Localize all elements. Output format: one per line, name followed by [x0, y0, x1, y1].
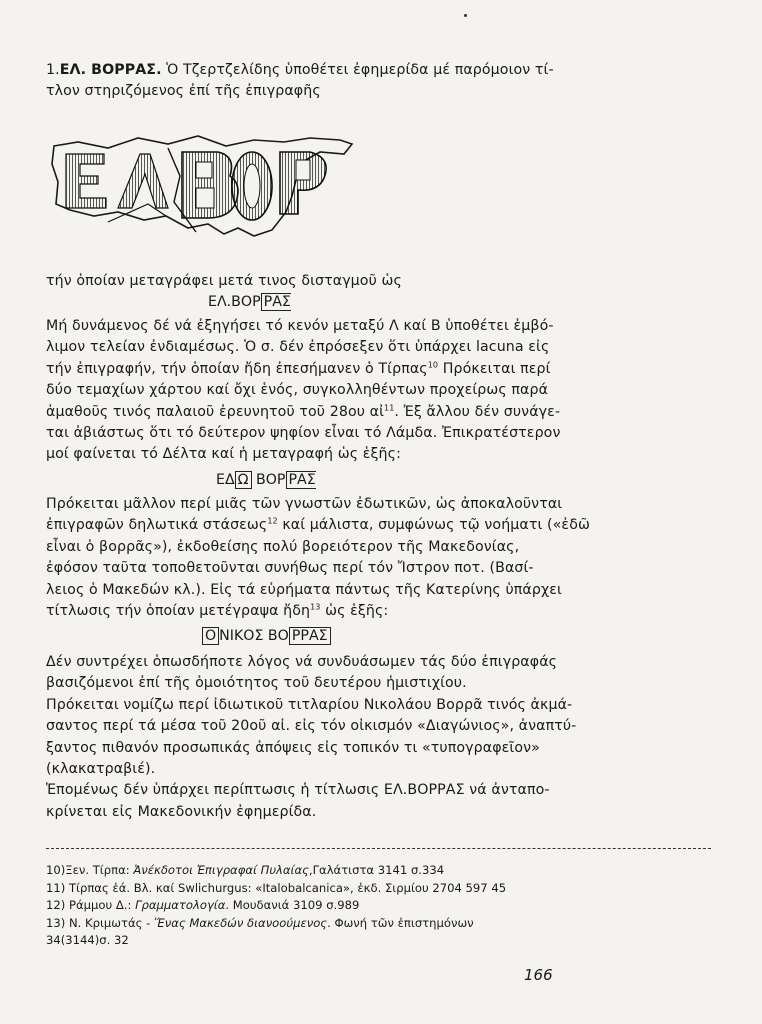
entry-heading: ΕΛ. ΒΟΡΡΑΣ. — [59, 62, 162, 78]
reading-1 — [208, 294, 291, 310]
reading-2-part4: ΡΑΣ — [286, 471, 316, 489]
interpretation-line: εἶναι ὁ βορρᾶς»), ἐκδοθείσης πολύ βορειότερον τῆς Μακεδονίας, — [46, 538, 520, 555]
conclusion-paragraph — [46, 652, 711, 823]
interpretation-line-tail: ὡς ἑξῆς: — [320, 603, 389, 620]
inscription-image — [48, 132, 358, 238]
interpretation-line: ἐφόσον ταῦτα τοποθετοῦνται συνήθως περί τόν Ἴστρον ποτ. (Βασί- — [46, 560, 534, 577]
analysis-line: Μή δυνάμενος δέ νά ἐξηγήσει τό κενόν μεταξύ Λ καί Β ὑποθέτει ἐμβό- — [46, 318, 554, 334]
conclusion-line: Πρόκειται νομίζω περί ἰδιωτικοῦ τιτλαρίου Νικολάου Βορρᾶ τινός ἀκμά- — [46, 696, 573, 713]
analysis-line: ἀμαθοῦς τινός παλαιοῦ ἐρευνητοῦ τοῦ 28ου αἰ — [46, 403, 385, 420]
reading-1-part1: ΕΛ.ΒΟΡ — [208, 294, 261, 310]
conclusion-line: βασιζόμενοι ἐπί τῆς ὁμοιότητος τοῦ δευτέρου ἡμιστιχίου. — [46, 675, 467, 692]
reading-3 — [202, 628, 331, 644]
interpretation-line: τίτλωσις τήν ὁποίαν μετέγραψα ἤδη — [46, 603, 311, 620]
reading-2 — [216, 472, 316, 488]
footnote-12: 12) Ράμμου Δ.: Γραμματολογία. Μουδανιά 3109 σ.989 — [46, 898, 360, 913]
interpretation-line: Πρόκειται μᾶλλον περί μιᾶς τῶν γνωστῶν ἐδωτικῶν, ὡς ἀποκαλοῦνται — [46, 496, 563, 512]
reading-1-part2: ΡΑΣ — [261, 293, 291, 311]
conclusion-line: Δέν συντρέχει ὁπωσδήποτε λόγος νά συνδυάσωμεν τάς δύο ἐπιγραφάς — [46, 654, 558, 670]
analysis-line-tail: . Ἐξ ἄλλου δέν συνάγε- — [394, 403, 561, 420]
interpretation-paragraph — [46, 494, 711, 622]
intro-text: Ὁ Τζερτζελίδης ὑποθέτει ἐφημερίδα μέ παρόμοιον τί- — [161, 62, 554, 78]
interpretation-line: δηλωτικά στάσεως — [128, 517, 268, 534]
interpretation-line: ἐπιγραφῶν — [46, 517, 124, 534]
conclusion-line: σαντος περί τά μέσα τοῦ 20οῦ αἰ. εἰς τόν οἰκισμόν «Διαγώνιος», ἀναπτύ- — [46, 718, 577, 735]
interpretation-line: λειος ὁ Μακεδών κλ.). Εἰς τά εὑρήματα πάντως τῆς Κατερίνης ὑπάρχει — [46, 581, 562, 598]
conclusion-line: ξαντος πιθανόν προσωπικάς ἀπόψεις εἰς τοπικόν τι «τυπογραφεῖον» — [46, 739, 540, 756]
reading-2-part1: ΕΔ — [216, 472, 235, 488]
transcription-intro — [46, 271, 711, 292]
analysis-line: δύο τεμαχίων χάρτου καί ὄχι ἑνός, συγκολληθέντων προχείρως παρά — [46, 382, 549, 399]
analysis-line-tail: Πρόκειται περί — [438, 360, 551, 377]
conclusion-line: (κλακατραβιέ). — [46, 761, 156, 778]
intro-text-line2: τλον στηριζόμενος ἐπί τῆς ἐπιγραφῆς — [46, 83, 321, 100]
footnote-ref-12[interactable]: 12 — [267, 516, 278, 526]
analysis-line: μοί φαίνεται τό Δέλτα καί ἡ μεταγραφή ὡς ἑξῆς: — [46, 446, 401, 463]
reading-3-part2: ΝΙΚΟΣ ΒΟ — [219, 628, 289, 644]
analysis-line: ται ἀβιάστως ὅτι τό δεύτερον ψηφίον εἶναι τό Λάμδα. Ἐπικρατέστερον — [46, 425, 561, 442]
reading-2-part3: ΒΟΡ — [256, 472, 286, 488]
analysis-line: τήν ἐπιγραφήν, τήν ὁποίαν ἤδη ἐπεσήμανεν ὁ Τίρπας — [46, 360, 428, 377]
interpretation-line-tail: καί μάλιστα, συμφώνως τῷ νοήματι («ἐδῶ — [277, 517, 590, 534]
reading-2-part2: Ω — [235, 471, 252, 489]
footnote-divider — [46, 848, 711, 849]
transcription-intro-line: τήν ὁποίαν μεταγράφει μετά τινος δισταγμοῦ ὡς — [46, 273, 402, 289]
scan-speck — [464, 14, 467, 17]
page-number: 166 — [524, 966, 553, 984]
intro-paragraph — [46, 60, 711, 103]
reading-3-part1: Ο — [202, 627, 219, 645]
footnote-ref-11[interactable]: 11 — [384, 402, 395, 412]
footnote-ref-10[interactable]: 10 — [427, 360, 439, 370]
footnotes — [46, 862, 711, 950]
footnote-11: 11) Τίρπας ἐά. Βλ. καί Swlichurgus: «Italobalcanica», ἐκδ. Σιρμίου 2704 597 45 — [46, 880, 507, 895]
analysis-line: λιμον τελείαν ἐνδιαμέσως. Ὁ σ. δέν ἐπρόσεξεν ὅτι ὑπάρχει lacuna εἰς — [46, 339, 550, 356]
footnote-13: 13) Ν. Κριμωτάς - Ἕνας Μακεδών διανοούμενος. Φωνή τῶν ἐπιστημόνων — [46, 915, 474, 930]
footnote-10: 10)Ξεν. Τίρπα: Ἀνέκδοτοι Ἐπιγραφαί Πυλαίας,Γαλάτιστα 3141 σ.334 — [46, 863, 445, 877]
conclusion-line: κρίνεται εἰς Μακεδονικήν ἐφημερίδα. — [46, 803, 317, 820]
analysis-paragraph — [46, 316, 711, 466]
footnote-13-cont: 34(3144)σ. 32 — [46, 933, 129, 948]
reading-3-part3: ΡΡΑΣ — [289, 627, 331, 645]
entry-number: 1. — [46, 62, 60, 78]
conclusion-line: Ἑπομένως δέν ὑπάρχει περίπτωσις ἡ τίτλωσις ΕΛ.ΒΟΡΡΑΣ νά ἀνταπο- — [46, 782, 550, 799]
footnote-ref-13[interactable]: 13 — [310, 602, 321, 612]
